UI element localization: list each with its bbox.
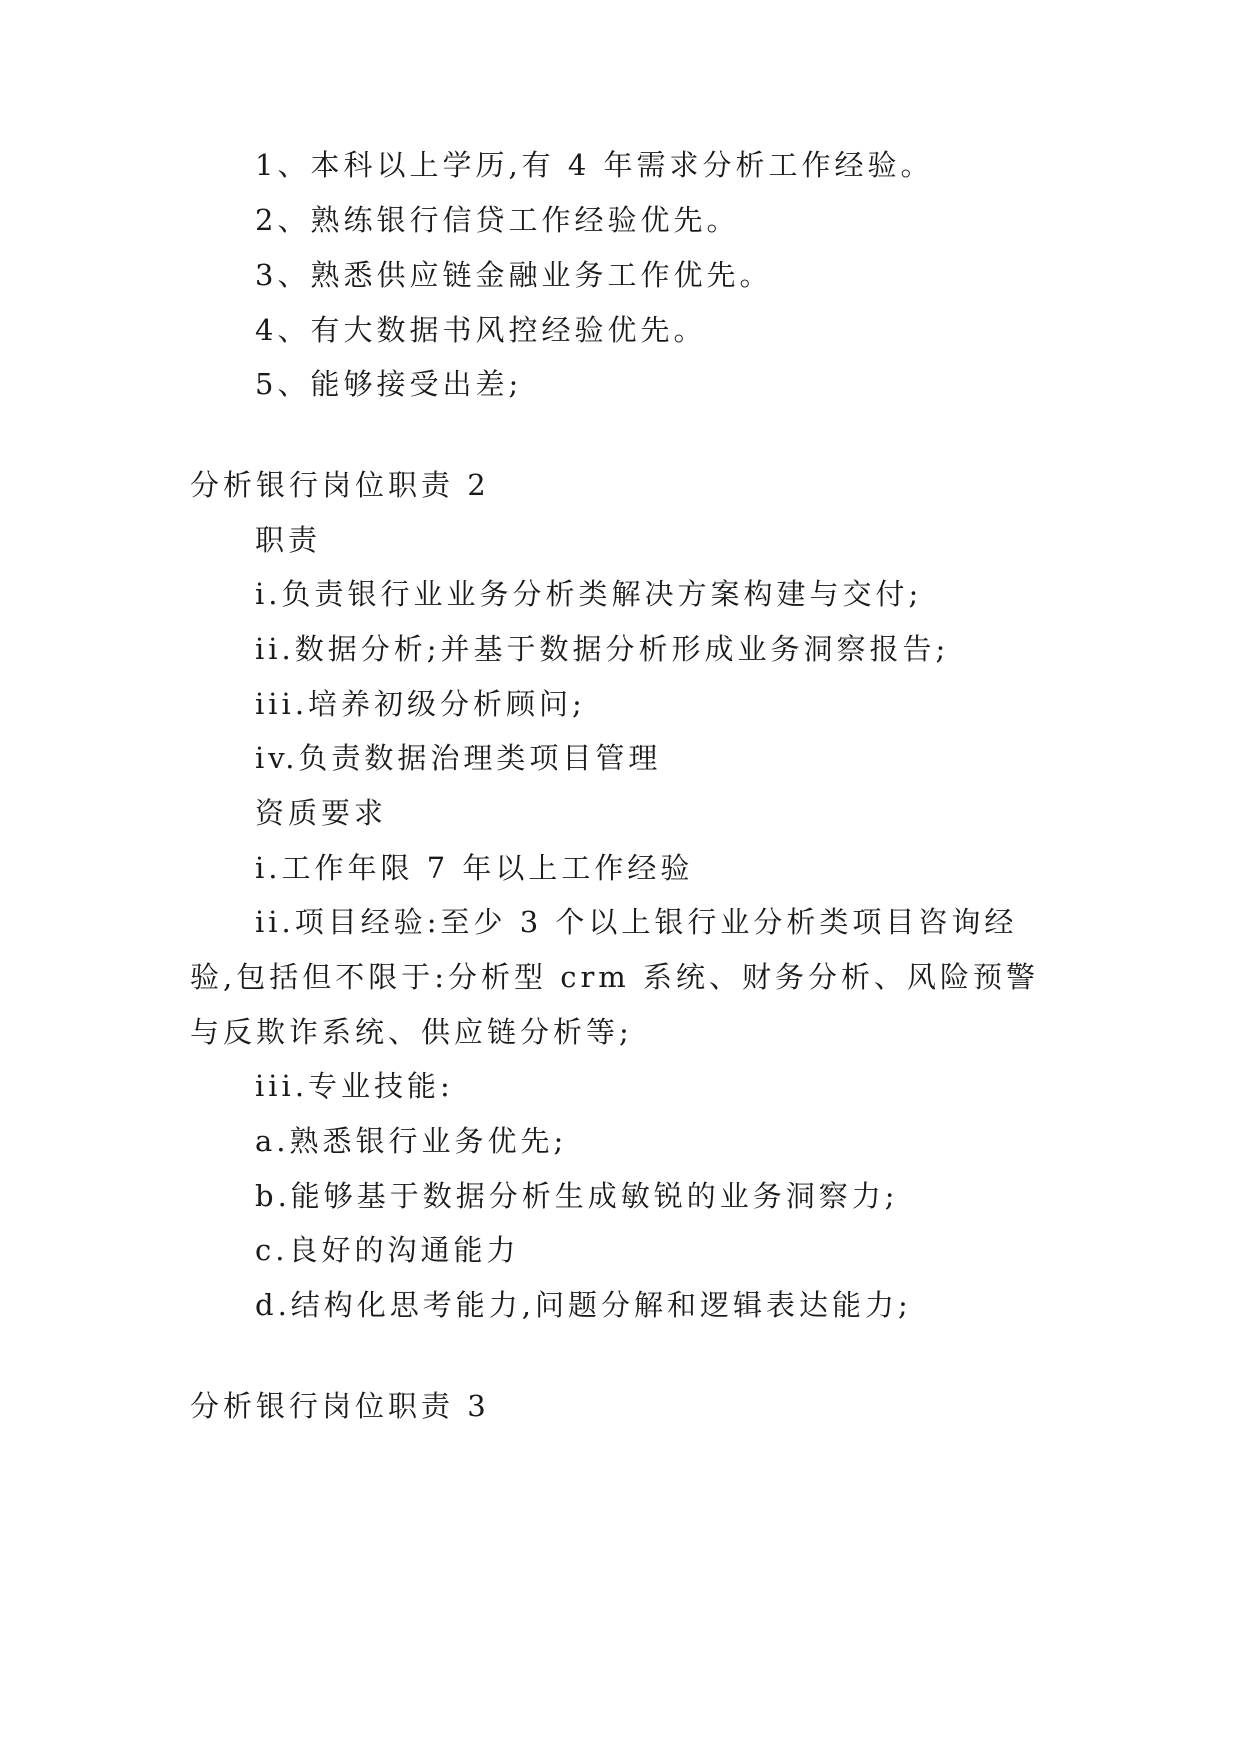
- skills-title: iii.专业技能:: [255, 1069, 454, 1103]
- requirement-item-2: 2、熟练银行信贷工作经验优先。: [255, 203, 740, 237]
- requirement-item-1: 1、本科以上学历,有 4 年需求分析工作经验。: [255, 148, 934, 182]
- section-heading-2: 分析银行岗位职责 2: [190, 468, 490, 502]
- duty-item-3: iii.培养初级分析顾问;: [255, 687, 586, 721]
- skill-item-b: b.能够基于数据分析生成敏锐的业务洞察力;: [255, 1179, 899, 1213]
- qualifications-title: 资质要求: [255, 796, 388, 830]
- section-heading-3: 分析银行岗位职责 3: [190, 1389, 490, 1423]
- project-experience-line-2: 验,包括但不限于:分析型 crm 系统、财务分析、风险预警: [190, 960, 1040, 994]
- duty-item-4: iv.负责数据治理类项目管理: [255, 741, 662, 775]
- skill-item-d: d.结构化思考能力,问题分解和逻辑表达能力;: [255, 1288, 912, 1322]
- duties-title: 职责: [255, 523, 322, 557]
- requirement-item-3: 3、熟悉供应链金融业务工作优先。: [255, 258, 773, 292]
- duty-item-2: ii.数据分析;并基于数据分析形成业务洞察报告;: [255, 632, 950, 666]
- skill-item-c: c.良好的沟通能力: [255, 1233, 520, 1267]
- qualification-item-1: i.工作年限 7 年以上工作经验: [255, 851, 694, 885]
- requirement-item-5: 5、能够接受出差;: [255, 367, 523, 401]
- project-experience-line-1: ii.项目经验:至少 3 个以上银行业分析类项目咨询经: [255, 905, 1018, 939]
- skill-item-a: a.熟悉银行业务优先;: [255, 1124, 568, 1158]
- requirement-item-4: 4、有大数据书风控经验优先。: [255, 313, 707, 347]
- project-experience-line-3: 与反欺诈系统、供应链分析等;: [190, 1015, 633, 1049]
- duty-item-1: i.负责银行业业务分析类解决方案构建与交付;: [255, 577, 923, 611]
